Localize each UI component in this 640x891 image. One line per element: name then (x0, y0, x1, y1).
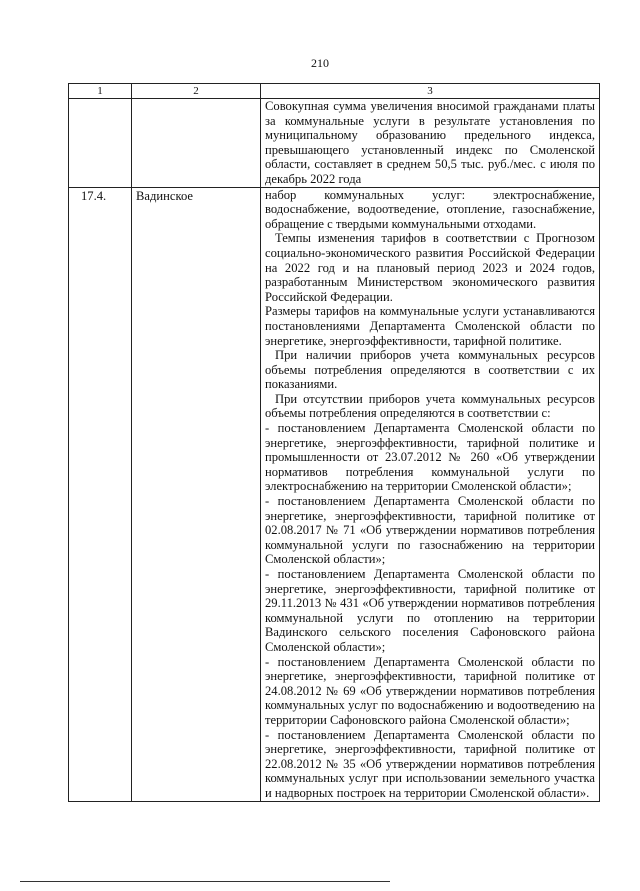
paragraph-without-meters: При отсутствии приборов учета коммунальных ресурсов объемы потребления определяются в соответствии с: (265, 391, 595, 421)
column-header-1: 1 (69, 84, 132, 99)
page-number: 210 (311, 56, 329, 70)
decree-electricity: - постановлением Департамента Смоленской области по энергетике, энергоэффективности, тарифной политике и промышленности от 23.07.2012 № 260 «Об утверждении нормативов потребления коммунальной услуги по электроснабжению на территории Смоленской области»; (265, 421, 595, 494)
continuation-text-cell (261, 99, 600, 188)
settlement-name: Вадинское (132, 187, 261, 801)
decree-land-plot: - постановлением Департамента Смоленской области по энергетике, энергоэффективности, тарифной политике от 22.08.2012 № 35 «Об утверждении нормативов потребления коммунальных услуг при использовании земельного участка и надворных построек на территории Смоленской области». (265, 727, 595, 800)
table-header-row (69, 84, 600, 99)
continuation-row (69, 99, 600, 188)
decree-water: - постановлением Департамента Смоленской области по энергетике, энергоэффективности, тарифной политике от 24.08.2012 № 69 «Об утверждении нормативов потребления коммунальных услуг по водоснабжению и водоотведению на территории Сафоновского района Смоленской области»; (265, 654, 595, 727)
paragraph-with-meters: При наличии приборов учета коммунальных ресурсов объемы потребления определяются в соответствии с их показаниями. (265, 348, 595, 392)
decree-heating: - постановлением Департамента Смоленской области по энергетике, энергоэффективности, тарифной политике от 29.11.2013 № 431 «Об утверждении нормативов потребления коммунальной услуги по отоплению на территории Вадинского сельского поселения Сафоновского района Смоленской области»; (265, 567, 595, 654)
bottom-divider (20, 881, 390, 882)
row-number: 17.4. (69, 187, 132, 801)
continuation-number-cell (69, 99, 132, 188)
paragraph-services: набор коммунальных услуг: электроснабжение, водоснабжение, водоотведение, отопление, газоснабжение, обращение с твердыми коммунальными отходами. (265, 187, 595, 231)
description-cell (261, 187, 600, 801)
tariff-table (68, 83, 600, 802)
table-row (69, 187, 600, 801)
paragraph-tariff-sizes: Размеры тарифов на коммунальные услуги устанавливаются постановлениями Департамента Смоленской области по энергетике, энергоэффективности, тарифной политике. (265, 304, 595, 348)
paragraph-tariff-rates: Темпы изменения тарифов в соответствии с Прогнозом социально-экономического развития Российской Федерации на 2022 год и на плановый период 2023 и 2024 годов, разработанным Министерством экономического развития Российской Федерации. (265, 231, 595, 304)
decree-gas: - постановлением Департамента Смоленской области по энергетике, энергоэффективности, тарифной политике от 02.08.2017 № 71 «Об утверждении нормативов потребления коммунальной услуги по газоснабжению на территории Смоленской области»; (265, 494, 595, 567)
continuation-name-cell (132, 99, 261, 188)
continuation-paragraph: Совокупная сумма увеличения вносимой гражданами платы за коммунальные услуги в результате установления по муниципальному образованию предельного индекса, превышающего установленный индекс по Смоленской области, составляет в среднем 50,5 тыс. руб./мес. с июля по декабрь 2022 года (265, 99, 595, 186)
column-header-3: 3 (261, 84, 600, 99)
column-header-2: 2 (132, 84, 261, 99)
